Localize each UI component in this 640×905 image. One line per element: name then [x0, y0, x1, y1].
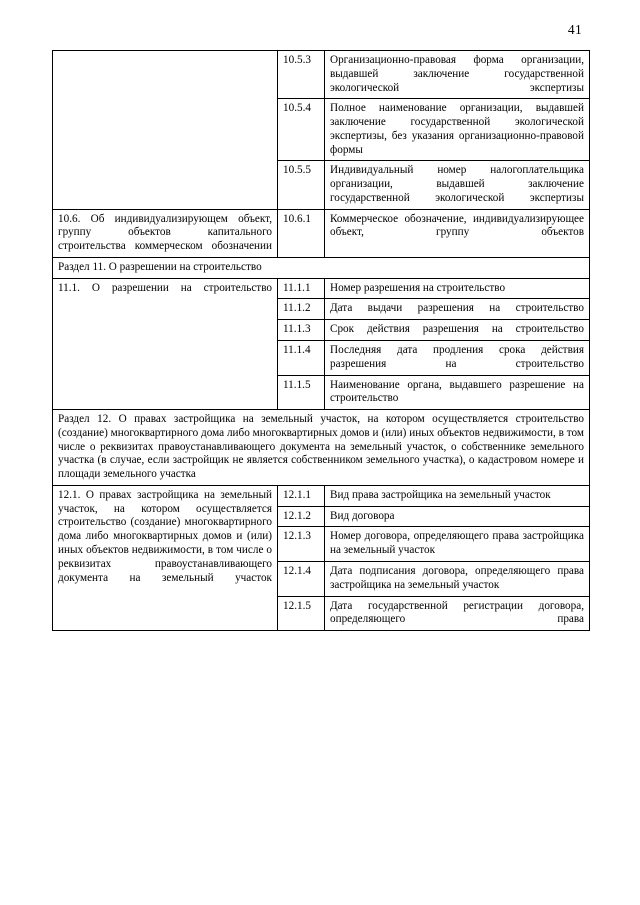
row-label-cell: 11.1. О разрешении на строительство — [53, 278, 278, 409]
row-code-cell: 11.1.4 — [278, 341, 325, 376]
table-row — [53, 51, 590, 99]
registration-data-table — [52, 50, 590, 631]
row-label-cell: 12.1. О правах застройщика на земельный участок, на котором осуществляется строительство (создание) многоквартирного дома либо многоквартирных домов и (или) иных объектов недвижимости, в том числе о реквизитах правоустанавливающего документа на земельный участок — [53, 485, 278, 630]
row-code-cell: 12.1.1 — [278, 485, 325, 506]
row-code-cell: 11.1.3 — [278, 320, 325, 341]
row-code-cell: 12.1.5 — [278, 596, 325, 631]
row-code-cell: 12.1.4 — [278, 561, 325, 596]
row-code-cell: 10.6.1 — [278, 209, 325, 257]
row-code-cell: 10.5.5 — [278, 161, 325, 209]
row-value-cell: Вид права застройщика на земельный участок — [325, 485, 590, 506]
row-code-cell: 10.5.3 — [278, 51, 325, 99]
row-code-cell: 12.1.2 — [278, 506, 325, 527]
row-code-cell: 11.1.2 — [278, 299, 325, 320]
section-heading: Раздел 12. О правах застройщика на земельный участок, на котором осуществляется строительство (создание) многоквартирного дома либо многоквартирных домов и (или) иных объектов недвижимости, в том числе о реквизитах правоустанавливающего документа на земельный участок, о собственнике земельного участка (в случае, если застройщик не является собственником земельного участка), о кадастровом номере и площади земельного участка — [53, 410, 590, 486]
row-value-cell: Индивидуальный номер налогоплательщика организации, выдавшей заключение государственной экологической экспертизы — [325, 161, 590, 209]
table-row — [53, 209, 590, 257]
table-row — [53, 485, 590, 506]
row-value-cell: Организационно-правовая форма организации, выдавшей заключение государственной экологической экспертизы — [325, 51, 590, 99]
row-value-cell: Наименование органа, выдавшего разрешение на строительство — [325, 375, 590, 410]
row-value-cell: Номер разрешения на строительство — [325, 278, 590, 299]
row-value-cell: Последняя дата продления срока действия разрешения на строительство — [325, 341, 590, 376]
page-number: 41 — [567, 22, 582, 37]
row-label-cell: 10.6. Об индивидуализирующем объект, группу объектов капитального строительства коммерческом обозначении — [53, 209, 278, 257]
row-value-cell: Коммерческое обозначение, индивидуализирующее объект, группу объектов — [325, 209, 590, 257]
row-code-cell: 11.1.5 — [278, 375, 325, 410]
row-code-cell: 12.1.3 — [278, 527, 325, 562]
row-value-cell: Дата государственной регистрации договора, определяющего права — [325, 596, 590, 631]
row-code-cell: 10.5.4 — [278, 99, 325, 161]
row-code-cell: 11.1.1 — [278, 278, 325, 299]
row-value-cell: Номер договора, определяющего права застройщика на земельный участок — [325, 527, 590, 562]
section-heading: Раздел 11. О разрешении на строительство — [53, 257, 590, 278]
table-row — [53, 278, 590, 299]
table-section-row — [53, 410, 590, 486]
row-value-cell: Дата выдачи разрешения на строительство — [325, 299, 590, 320]
row-value-cell: Полное наименование организации, выдавшей заключение государственной экологической экспертизы, без указания организационно-правовой формы — [325, 99, 590, 161]
table-section-row — [53, 257, 590, 278]
row-value-cell: Дата подписания договора, определяющего права застройщика на земельный участок — [325, 561, 590, 596]
row-label-cell — [53, 51, 278, 210]
row-value-cell: Срок действия разрешения на строительство — [325, 320, 590, 341]
row-value-cell: Вид договора — [325, 506, 590, 527]
